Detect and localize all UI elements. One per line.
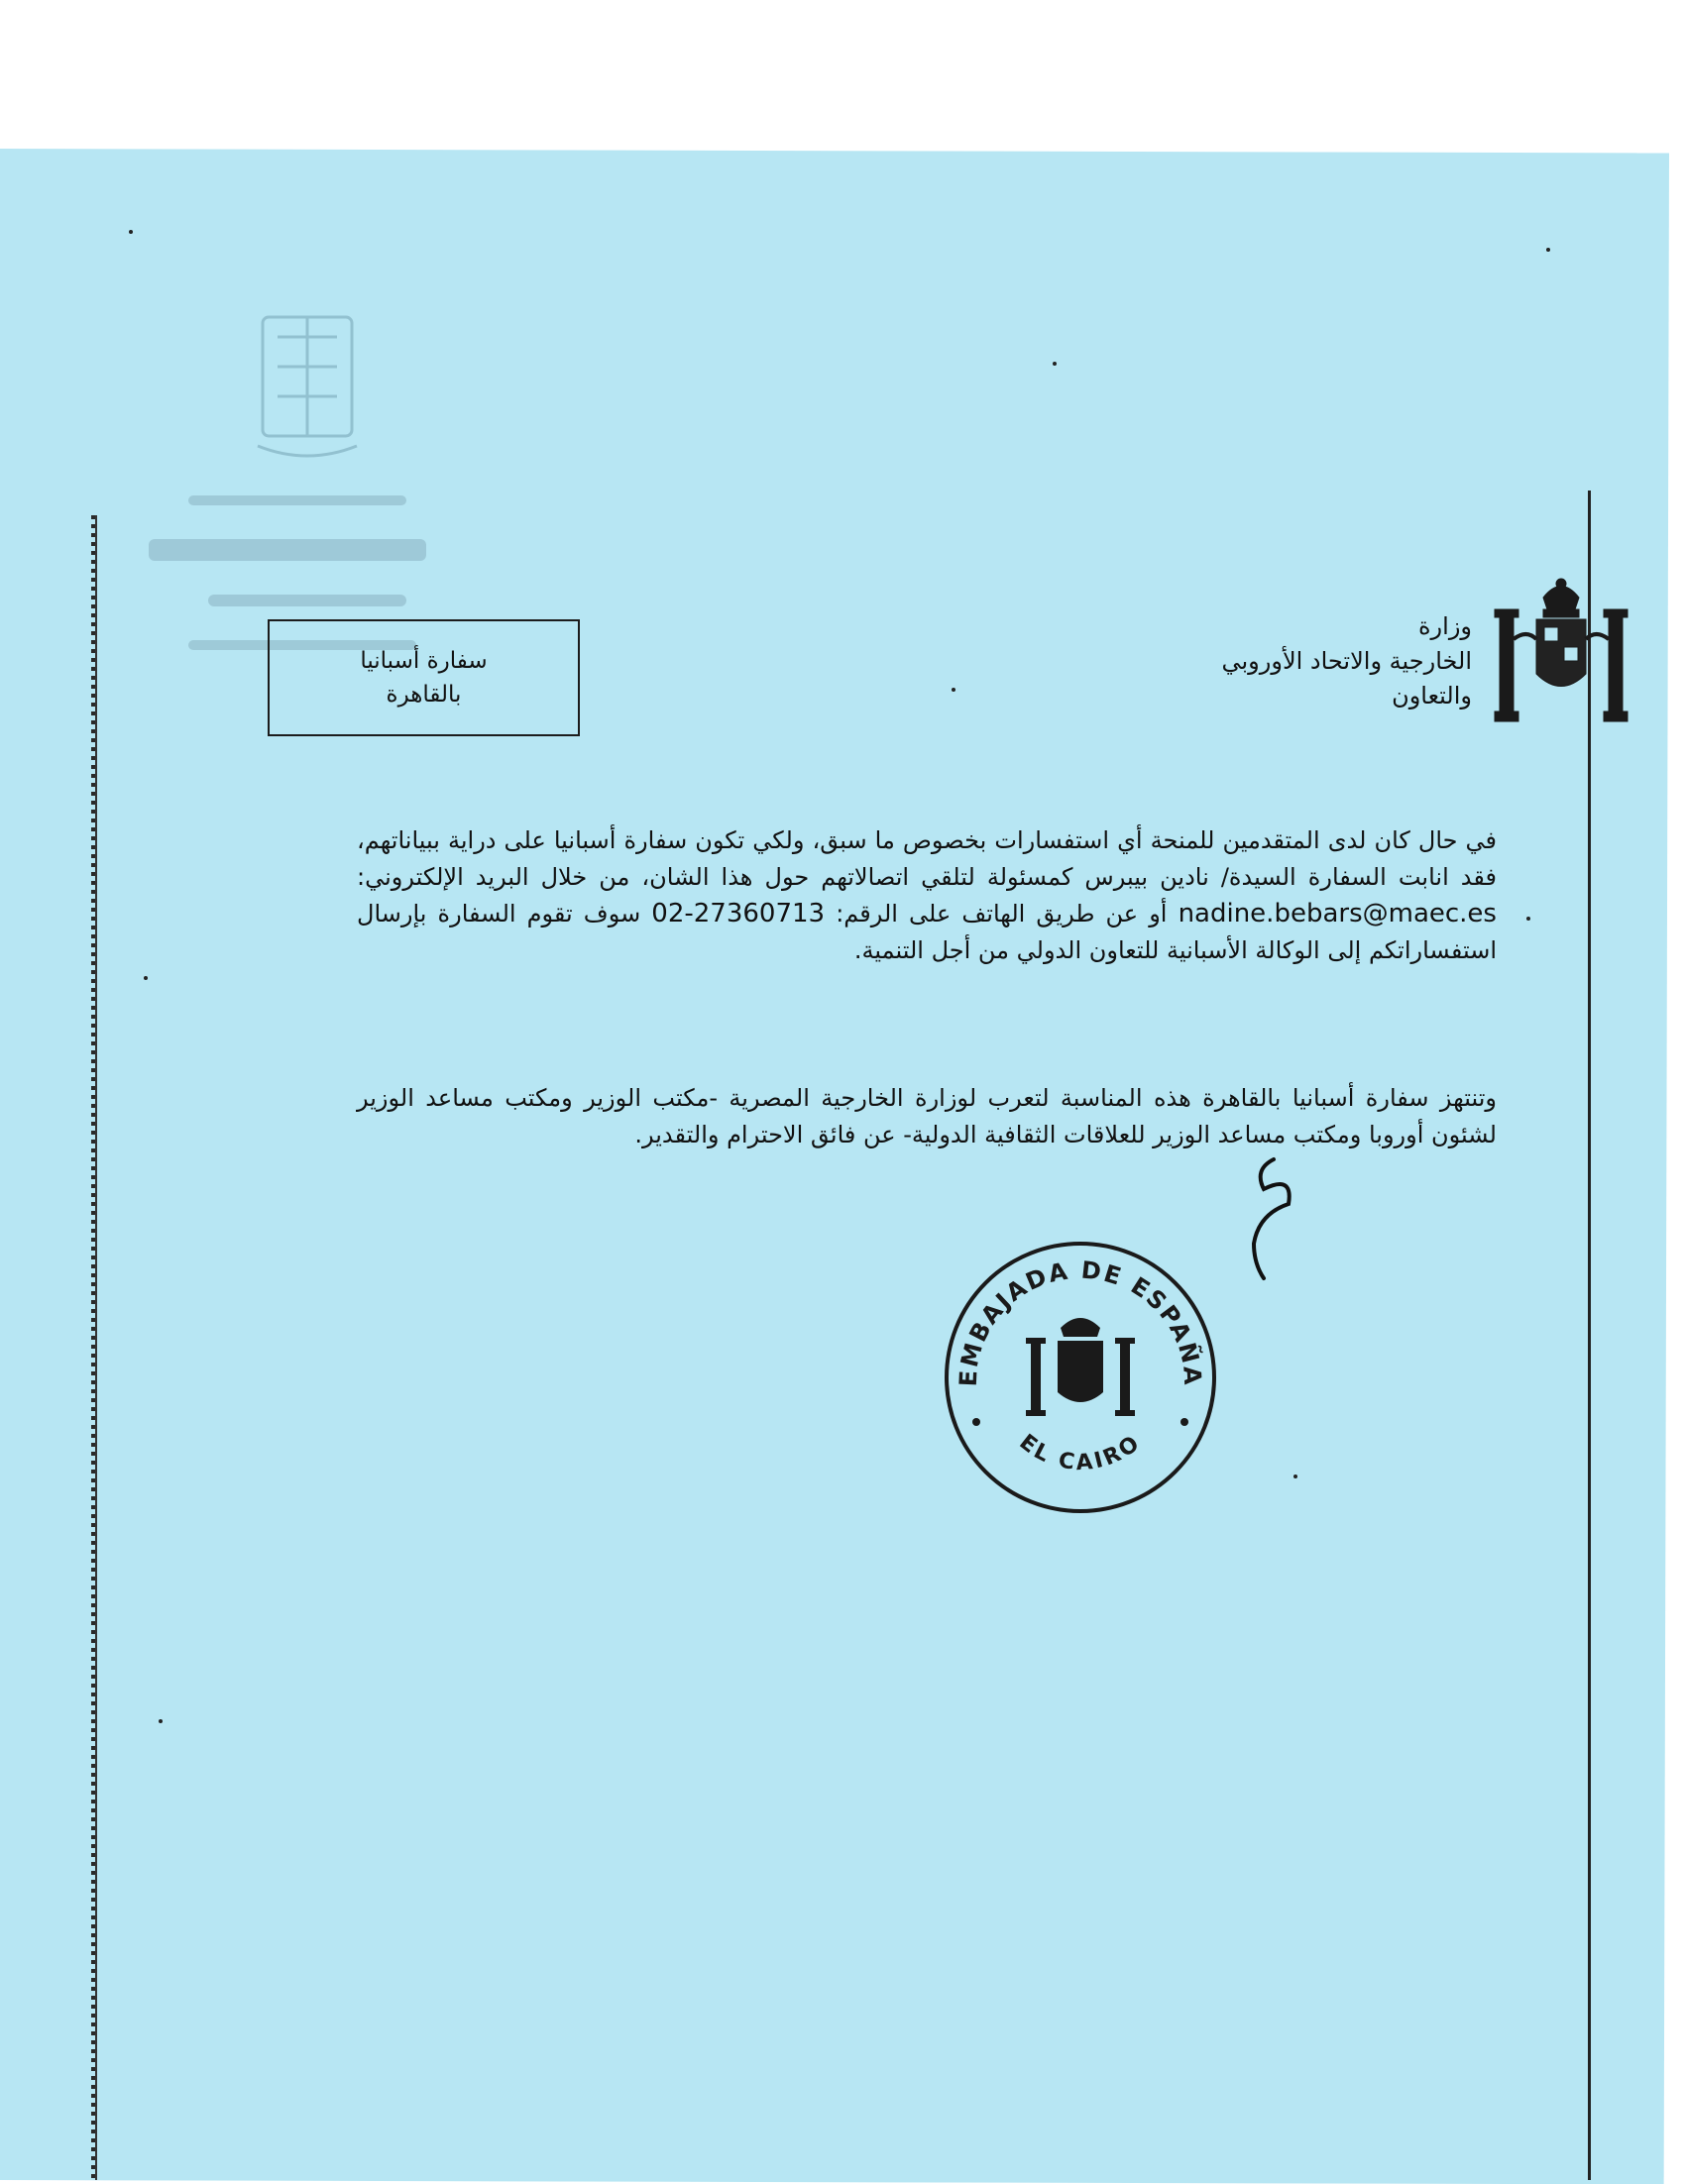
ministry-line2: الخارجية والاتحاد الأوروبي [1221, 647, 1472, 675]
svg-text:EL CAIRO [1015, 1430, 1147, 1475]
stamp-coat-of-arms-icon [1026, 1318, 1135, 1416]
paragraph1-text-b: أو عن طريق الهاتف على الرقم: [825, 900, 1179, 928]
paragraph-inquiries [357, 822, 1497, 969]
ministry-line3: والتعاون [1392, 682, 1472, 710]
embassy-line2: بالقاهرة [386, 682, 462, 708]
embassy-stamp [937, 1234, 1224, 1521]
paragraph1-text-a: في حال كان لدى المتقدمين للمنحة أي استفسارات بخصوص ما سبق، ولكي تكون سفارة أسبانيا على دراية ببياناتهم، فقد انابت السفارة السيدة/ نادين بيبرس كمسئولة لتلقي اتصالاتهم حول هذا الشان، من خلال البريد الإلكتروني: [357, 826, 1497, 891]
contact-email: nadine.bebars@maec.es [1178, 899, 1497, 928]
egypt-eagle-watermark-icon [238, 297, 377, 466]
right-margin-rule [1588, 491, 1591, 2180]
paragraph1-text-c: سوف تقوم السفارة بإرسال استفساراتكم إلى الوكالة الأسبانية للتعاون الدولي من أجل التنمية. [357, 900, 1497, 964]
contact-phone: 02-27360713 [651, 899, 826, 928]
signature-mark-icon [1234, 1154, 1313, 1283]
perforated-edge-line [95, 515, 97, 2180]
ministry-letterhead [1110, 609, 1472, 713]
embassy-address-box [268, 619, 580, 736]
paragraph-closing [357, 1080, 1497, 1153]
paragraph2-text: وتنتهز سفارة أسبانيا بالقاهرة هذه المناسبة لتعرب لوزارة الخارجية المصرية -مكتب الوزير ومكتب مساعد الوزير لشئون أوروبا ومكتب مساعد الوزير للعلاقات الثقافية الدولية- عن فائق الاحترام والتقدير. [357, 1084, 1497, 1148]
stamp-top-text: EMBAJADA DE ESPAÑA [954, 1256, 1207, 1387]
stamp-bottom-text: EL CAIRO [1014, 1429, 1147, 1476]
embassy-line1: سفارة أسبانيا [360, 648, 488, 674]
ministry-line1: وزارة [1417, 612, 1472, 640]
spain-coat-of-arms-icon [1492, 570, 1630, 728]
